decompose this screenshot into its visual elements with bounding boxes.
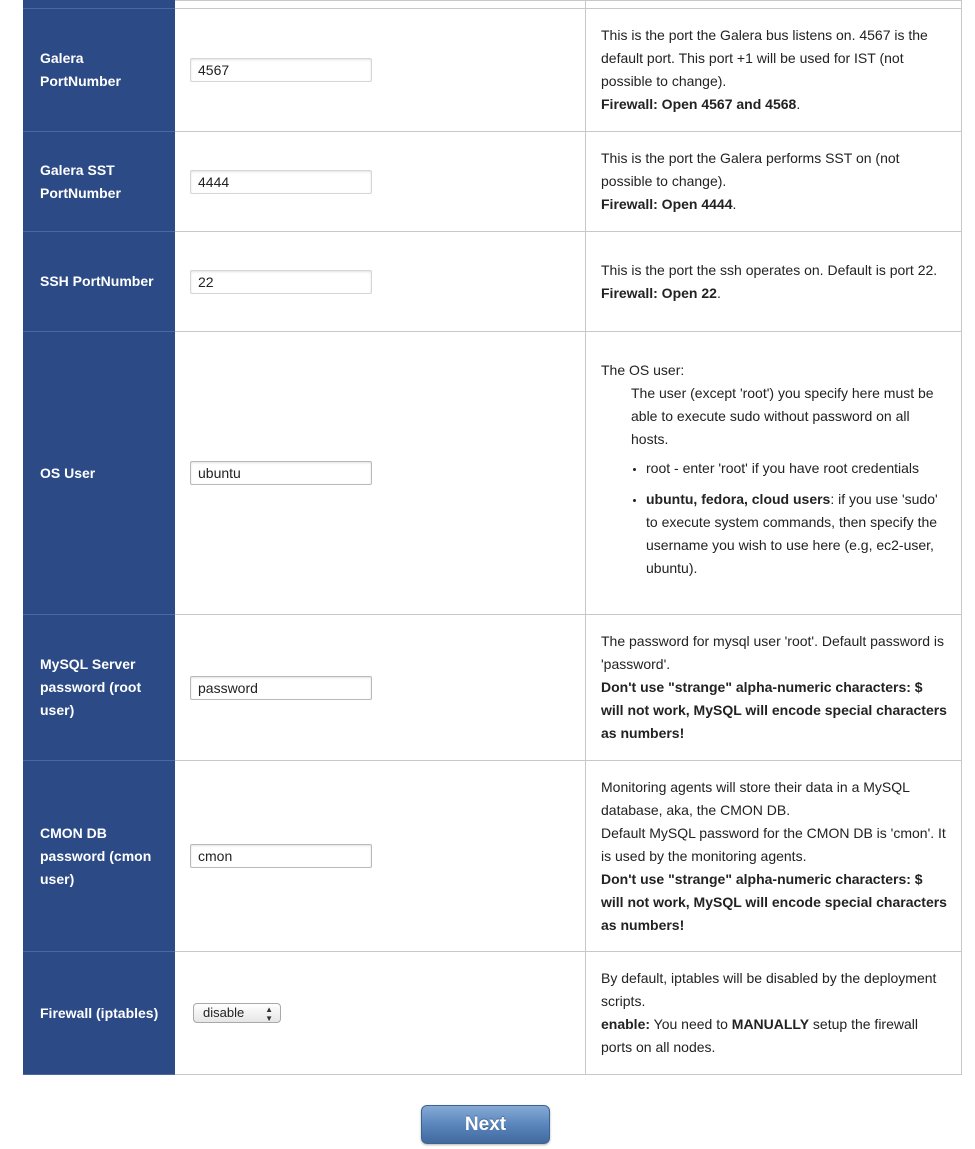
galera-sst-port-help: This is the port the Galera performs SST on (not possible to change). Firewall: Open 4444. — [586, 132, 962, 232]
mysql-password-help: The password for mysql user 'root'. Default password is 'password'. Don't use "strange" alpha-numeric characters: $ will not work, MySQL will encode special characters as numbers! — [586, 615, 962, 761]
ssh-port-input[interactable] — [190, 270, 372, 294]
firewall-select[interactable] — [193, 1003, 281, 1023]
top-partial-input — [175, 1, 586, 9]
config-table — [23, 0, 962, 1075]
firewall-label: Firewall (iptables) — [24, 952, 175, 1075]
cmon-password-input[interactable] — [190, 844, 372, 868]
galera-port-firewall: Firewall: Open 4567 and 4568 — [601, 96, 797, 112]
galera-sst-port-row — [24, 132, 962, 232]
galera-sst-port-label: Galera SST PortNumber — [24, 132, 175, 232]
galera-sst-port-input[interactable] — [190, 170, 372, 194]
galera-sst-port-firewall: Firewall: Open 4444 — [601, 196, 733, 212]
ssh-port-help: This is the port the ssh operates on. Default is port 22. Firewall: Open 22. — [586, 232, 962, 332]
cmon-password-help: Monitoring agents will store their data in a MySQL database, aka, the CMON DB. Default MySQL password for the CMON DB is 'cmon'. It is used by the monitoring agents. Don't use "strange" alpha-numeric characters: $ will not work, MySQL will encode special characters as numbers! — [586, 761, 962, 952]
os-user-help: The OS user: The user (except 'root') you specify here must be able to execute sudo without password on all hosts. • root - enter 'root' if you have root credentials • ubuntu, fedora, cloud users: if you use 'sudo' to execute system commands, then specify the username you wish to use here (e.g, ec2-user, ubuntu). — [586, 332, 962, 615]
list-item: • root - enter 'root' if you have root credentials — [646, 457, 949, 480]
os-user-list — [601, 457, 949, 580]
list-item: • ubuntu, fedora, cloud users: if you use 'sudo' to execute system commands, then specify the username you wish to use here (e.g, ec2-user, ubuntu). — [646, 488, 949, 580]
cmon-password-warning: Don't use "strange" alpha-numeric characters: $ will not work, MySQL will encode special characters as numbers! — [601, 870, 947, 933]
ssh-port-firewall: Firewall: Open 22 — [601, 284, 717, 301]
firewall-row — [24, 952, 962, 1075]
top-partial-label — [24, 1, 175, 9]
cmon-password-label: CMON DB password (cmon user) — [24, 761, 175, 952]
mysql-password-label: MySQL Server password (root user) — [24, 615, 175, 761]
galera-port-label: Galera PortNumber — [24, 9, 175, 132]
os-user-input[interactable] — [190, 461, 372, 485]
next-button[interactable]: Next — [421, 1105, 550, 1144]
cmon-password-row — [24, 761, 962, 952]
mysql-password-warning: Don't use "strange" alpha-numeric characters: $ will not work, MySQL will encode special characters as numbers! — [601, 679, 947, 741]
mysql-password-input[interactable] — [190, 676, 372, 700]
top-partial-help — [586, 1, 962, 9]
galera-port-help: This is the port the Galera bus listens on. 4567 is the default port. This port +1 will be used for IST (not possible to change). Firewall: Open 4567 and 4568. — [586, 9, 962, 132]
ssh-port-label: SSH PortNumber — [24, 232, 175, 332]
firewall-select-value: disable — [203, 1005, 245, 1020]
os-user-row — [24, 332, 962, 615]
top-partial-row — [24, 1, 962, 9]
select-arrows-icon: ▲ ▼ — [265, 1005, 273, 1023]
galera-port-input[interactable] — [190, 58, 372, 82]
firewall-help: By default, iptables will be disabled by the deployment scripts. enable: You need to MANUALLY setup the firewall ports on all nodes. — [586, 952, 962, 1075]
ssh-port-row — [24, 232, 962, 332]
galera-port-row — [24, 9, 962, 132]
mysql-password-row — [24, 615, 962, 761]
os-user-label: OS User — [24, 332, 175, 615]
